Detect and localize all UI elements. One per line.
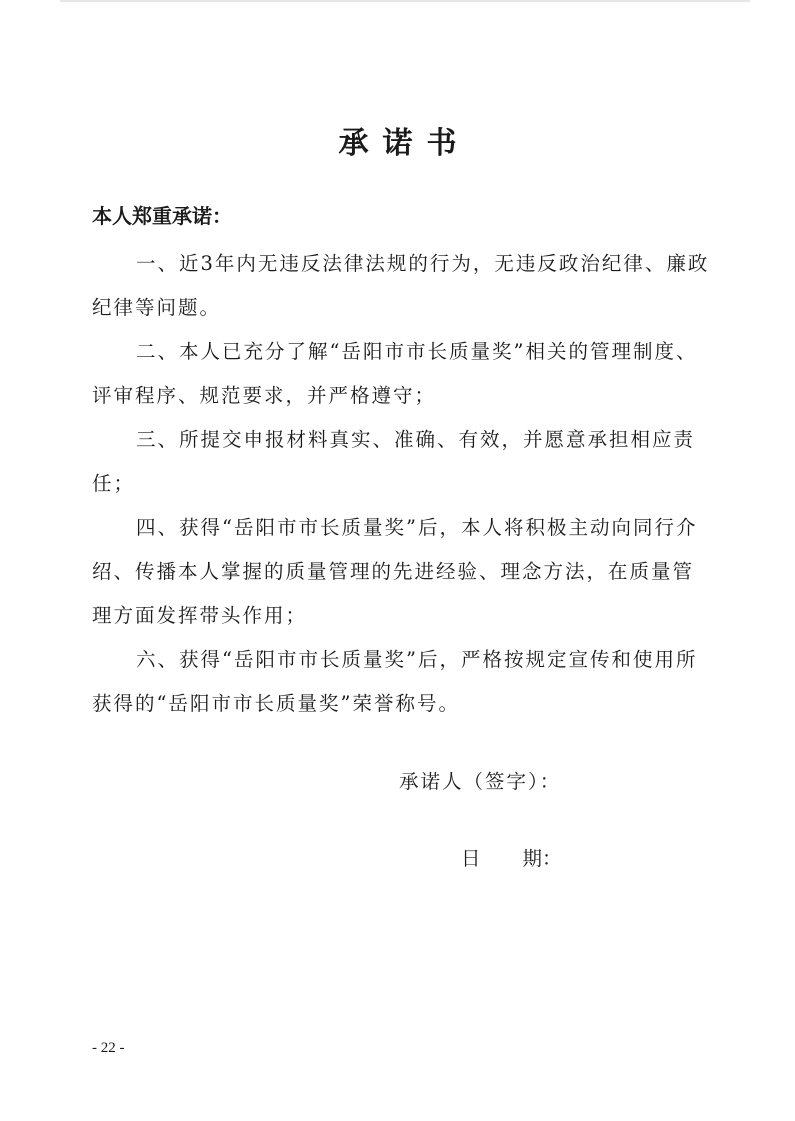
commitment-item-1: 一、近3年内无违反法律法规的行为，无违反政治纪律、廉政纪律等问题。 [92,252,710,319]
date-label [461,843,562,871]
intro-line: 本人郑重承诺： [92,204,232,228]
document-title: 承诺书 [338,126,471,161]
commitment-item-2: 二、本人已充分了解“岳阳市市长质量奖”相关的管理制度、评审程序、规范要求，并严格遵守； [92,340,698,407]
top-border-line [60,0,750,2]
date-label-left: 日 [461,847,481,870]
commitment-item-4: 四、获得“岳阳市市长质量奖”后，本人将积极主动向同行介绍、传播本人掌握的质量管理的先进经验、理念方法，在质量管理方面发挥带头作用； [92,516,698,627]
commitment-body [92,242,712,726]
page-number: - 22 - [92,1040,125,1056]
date-label-right: 期： [522,847,562,870]
signature-label: 承诺人（签字）： [399,770,562,793]
commitment-item-6: 六、获得“岳阳市市长质量奖”后，严格按规定宣传和使用所获得的“岳阳市市长质量奖”荣誉称号。 [92,648,698,715]
commitment-item-3: 三、所提交申报材料真实、准确、有效，并愿意承担相应责任； [92,428,696,495]
